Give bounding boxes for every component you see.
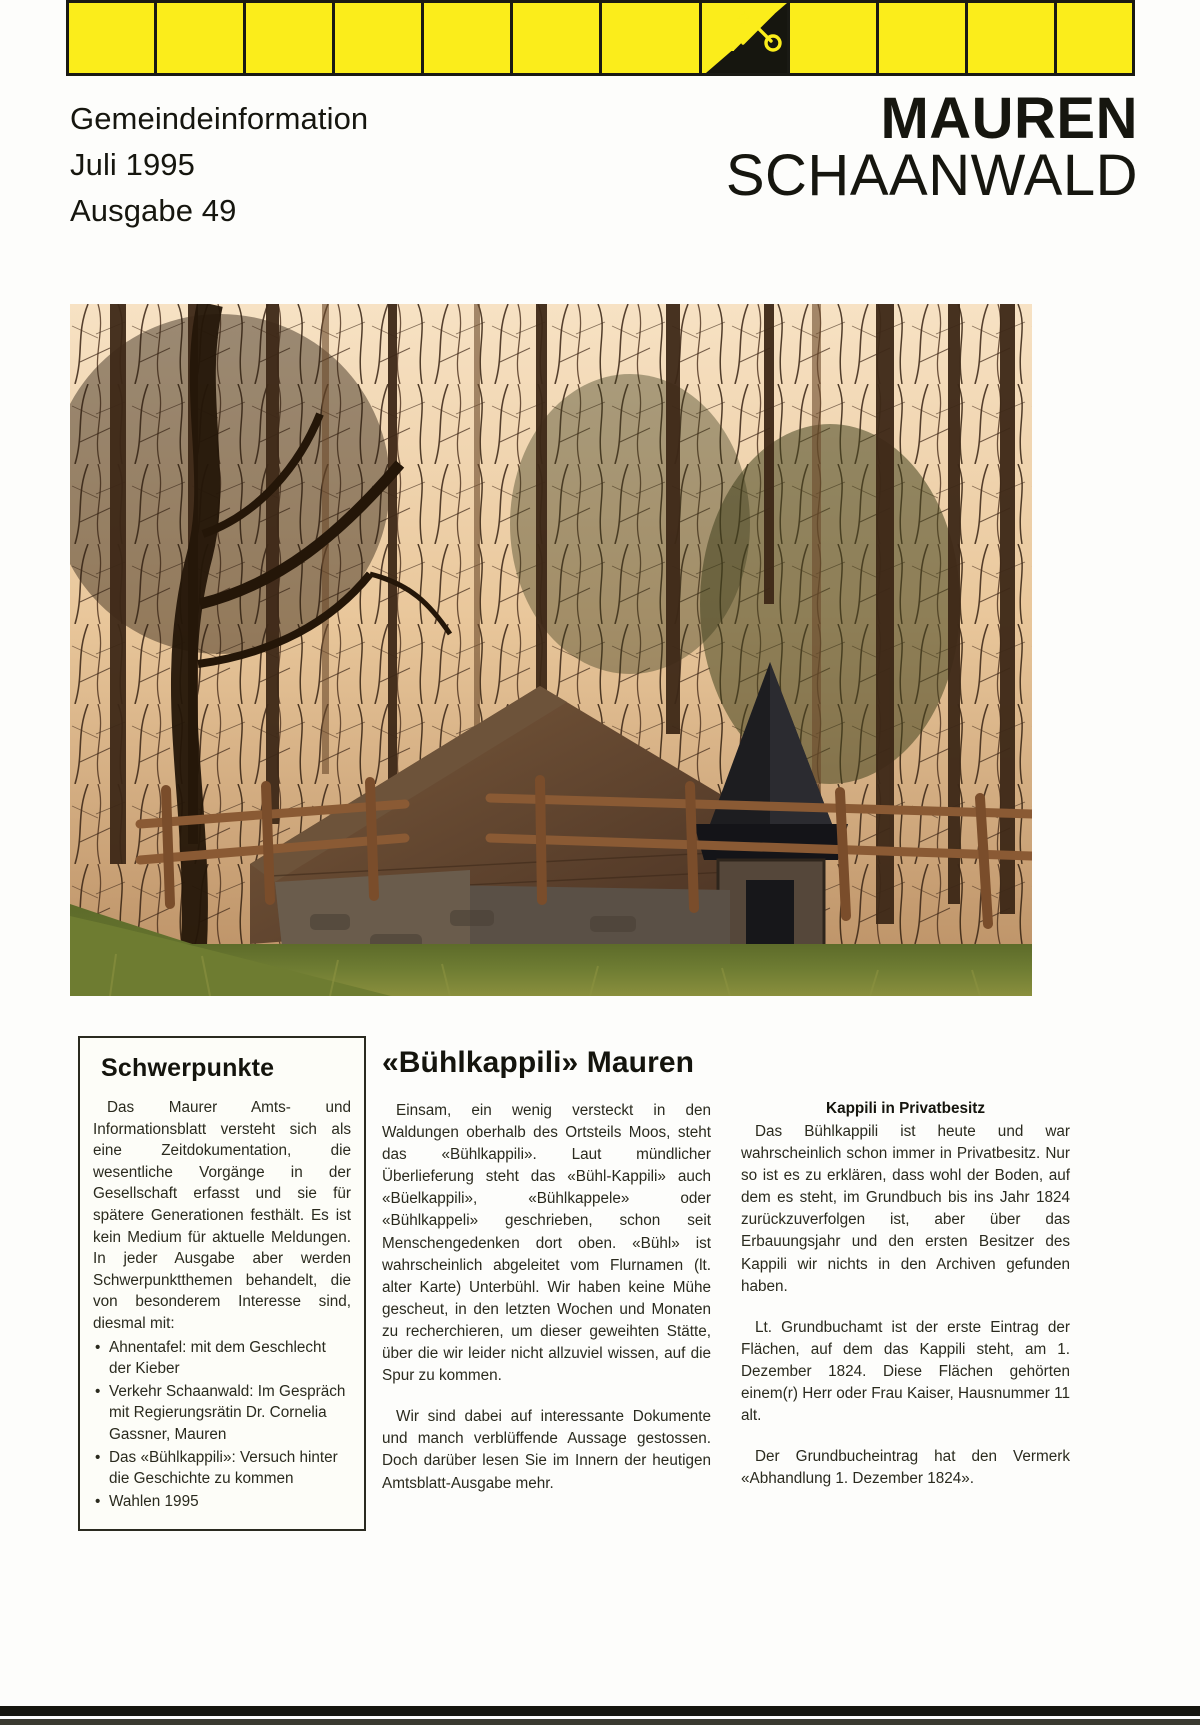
publication-kind: Gemeindeinformation: [70, 101, 369, 136]
paragraph: Einsam, ein wenig versteckt in den Waldungen oberhalb des Ortsteils Moos, steht das «Bühlkappili». Laut mündlicher Überlieferung steht das «Bühl-Kappili» auch «Büelkappili», «Bühlkappele» oder «Bühlkappeli» geschrieben, schon seit Menschengedenken dort oben. «Bühl» ist wahrscheinlich abgeleitet vom Flurnamen (lt. alter Karte) Unterbühl. Wir haben keine Mühe gescheut, in den letzten Wochen und Monaten zu recherchieren, um dieser geweihten Stätte, über die wir leider nicht allzuviel wissen, auf die Spur zu kommen.: [382, 1102, 711, 1385]
bar-divider: [599, 3, 602, 73]
bar-divider: [154, 3, 157, 73]
bar-divider: [787, 3, 790, 73]
bar-divider: [876, 3, 879, 73]
bar-divider: [421, 3, 424, 73]
cover-photo-chapel: [70, 304, 1032, 996]
bar-divider: [1054, 3, 1057, 73]
article-headline: «Bühlkappili» Mauren: [382, 1046, 695, 1079]
list-item: • Das «Bühlkappili»: Versuch hinter die Geschichte zu kommen: [93, 1447, 351, 1490]
article-column-left: [382, 1100, 711, 1514]
paragraph: Wir sind dabei auf interessante Dokumente und manch verblüffende Aussage gestossen. Doch darüber lesen Sie im Innern der heutigen Amtsblatt-Ausgabe mehr.: [382, 1408, 711, 1492]
footer-rule-secondary: [0, 1719, 1200, 1725]
sidebar-paragraph: Das Maurer Amts- und Informationsblatt versteht sich als eine Zeitdokumentation, die wesentliche Vorgänge in der Gesellschaft erfasst und sie für spätere Generationen festhält. Es ist kein Medium für aktuelle Meldungen. In jeder Ausgabe aber werden Schwerpunktthemen behandelt, die von besonderem Interesse sind, diesmal mit:: [93, 1099, 351, 1332]
lead-article: [382, 1036, 1070, 1514]
article-columns: [382, 1100, 1070, 1514]
bar-divider: [965, 3, 968, 73]
article-subhead: Kappili in Privatbesitz: [826, 1100, 985, 1117]
footer-rule: [0, 1706, 1200, 1716]
brand-line-mauren: MAUREN: [880, 86, 1138, 151]
publication-number: Ausgabe 49: [70, 193, 237, 228]
paragraph: Das Bühlkappili ist heute und war wahrscheinlich schon immer in Privatbesitz. Nur so ist es zu erklären, dass wohl der Boden, auf dem es steht, im Grundbuch bis ins Jahr 1824 zurückzuverfolgen ist, aber über das Erbauungsjahr und den ersten Besitzer des Kappili wir nichts in den Archiven gefunden haben.: [741, 1123, 1070, 1295]
brand-line-schaanwald: SCHAANWALD: [725, 142, 1138, 208]
list-item: • Wahlen 1995: [93, 1491, 351, 1513]
mauren-coat-of-arms-icon: [699, 3, 787, 76]
paragraph: Der Grundbucheintrag hat den Vermerk «Abhandlung 1. Dezember 1824».: [741, 1448, 1070, 1488]
sidebar-title: Schwerpunkte: [101, 1054, 275, 1082]
publication-date: Juli 1995: [70, 147, 195, 182]
bar-divider: [510, 3, 513, 73]
schwerpunkte-list: [93, 1337, 351, 1513]
bar-divider: [243, 3, 246, 73]
brand-wordmark: [725, 86, 1138, 208]
schwerpunkte-box: [78, 1036, 366, 1531]
paragraph: Lt. Grundbuchamt ist der erste Eintrag der Flächen, auf dem das Kappili steht, am 1. Dezember 1824. Diese Flächen gehörten einem(r) Herr oder Frau Kaiser, Hausnummer 11 alt.: [741, 1318, 1070, 1425]
issue-info: [70, 96, 550, 234]
list-item: • Verkehr Schaanwald: Im Gespräch mit Regierungsrätin Dr. Cornelia Gassner, Mauren: [93, 1381, 351, 1446]
list-item: • Ahnentafel: mit dem Geschlecht der Kieber: [93, 1337, 351, 1380]
bar-divider: [332, 3, 335, 73]
article-column-right: [741, 1100, 1070, 1514]
masthead-yellow-bar: [66, 0, 1135, 76]
